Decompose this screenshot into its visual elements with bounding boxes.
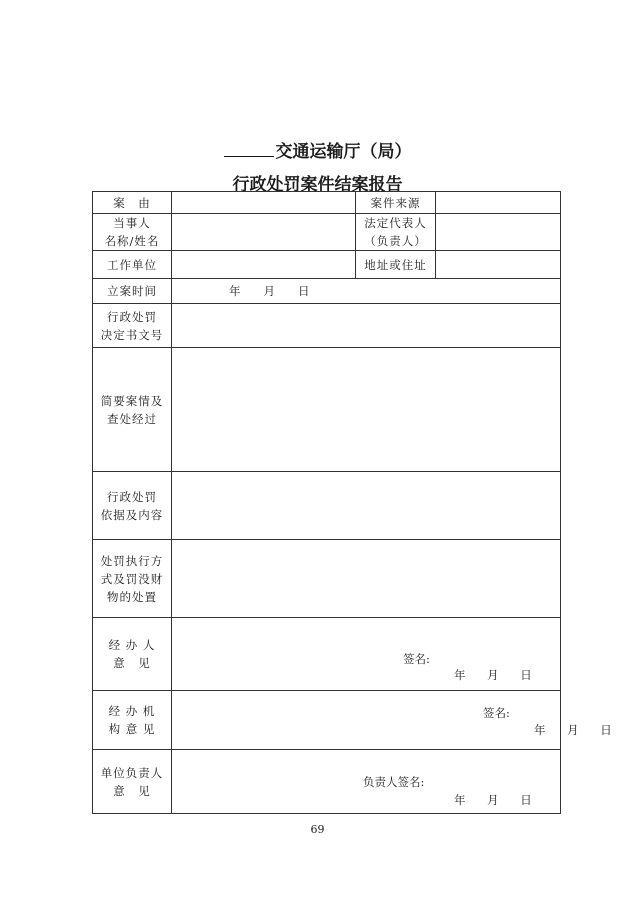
row-execution: [93, 540, 561, 618]
row-department-opinion: [93, 691, 561, 750]
field-address[interactable]: [436, 251, 561, 279]
row-work-unit: [93, 251, 561, 279]
field-decision-number[interactable]: [172, 304, 561, 348]
label-party: 当事人 名称/姓名: [93, 214, 172, 251]
label-address: 地址或住址: [356, 251, 436, 279]
label-case-source: 案件来源: [356, 192, 436, 214]
field-case-summary[interactable]: [172, 348, 561, 472]
field-party-name[interactable]: [172, 214, 356, 251]
field-case-reason[interactable]: [172, 192, 356, 214]
field-work-unit[interactable]: [172, 251, 356, 279]
label-filing-time: 立案时间: [93, 279, 172, 304]
field-case-source[interactable]: [436, 192, 561, 214]
field-filing-date[interactable]: [172, 279, 561, 304]
label-case-summary: 简要案情及 查处经过: [93, 348, 172, 472]
row-party: [93, 214, 561, 251]
row-case-summary: [93, 348, 561, 472]
filing-date-text: 年 月 日: [229, 284, 310, 298]
label-legal-rep: 法定代表人 （负责人）: [356, 214, 436, 251]
row-filing-time: [93, 279, 561, 304]
field-head-opinion[interactable]: [172, 750, 561, 814]
label-handler-opinion: 经 办 人 意 见: [93, 618, 172, 691]
form-title: 行政处罚案件结案报告: [232, 175, 403, 195]
row-case-reason: [93, 192, 561, 214]
case-closing-report-table: [92, 191, 612, 814]
row-head-opinion: [93, 750, 561, 814]
handler-sign-label: 签名:: [403, 652, 430, 666]
department-sign-label: 签名:: [483, 706, 510, 720]
field-legal-rep[interactable]: [436, 214, 561, 251]
label-case-reason: 案 由: [93, 192, 172, 214]
row-penalty-basis: [93, 472, 561, 540]
agency-name-blank[interactable]: [224, 141, 274, 157]
field-department-opinion[interactable]: [172, 691, 612, 750]
row-decision-number: [93, 304, 561, 348]
handler-sign-date: 年 月 日: [454, 668, 532, 682]
label-execution: 处罚执行方 式及罚没财 物的处置: [93, 540, 172, 618]
department-sign-date: 年 月 日: [534, 723, 612, 737]
field-penalty-basis[interactable]: [172, 472, 561, 540]
row-handler-opinion: [93, 618, 561, 691]
head-sign-date: 年 月 日: [454, 793, 532, 807]
label-penalty-basis: 行政处罚 依据及内容: [93, 472, 172, 540]
label-head-opinion: 单位负责人 意 见: [93, 750, 172, 814]
label-work-unit: 工作单位: [93, 251, 172, 279]
label-decision-number: 行政处罚 决定书文号: [93, 304, 172, 348]
field-handler-opinion[interactable]: [172, 618, 561, 691]
page-number: 69: [310, 823, 325, 836]
field-execution[interactable]: [172, 540, 561, 618]
agency-title: 交通运输厅（局）: [0, 137, 635, 162]
label-department-opinion: 经 办 机 构 意 见: [93, 691, 172, 750]
head-sign-label: 负责人签名:: [363, 775, 425, 789]
